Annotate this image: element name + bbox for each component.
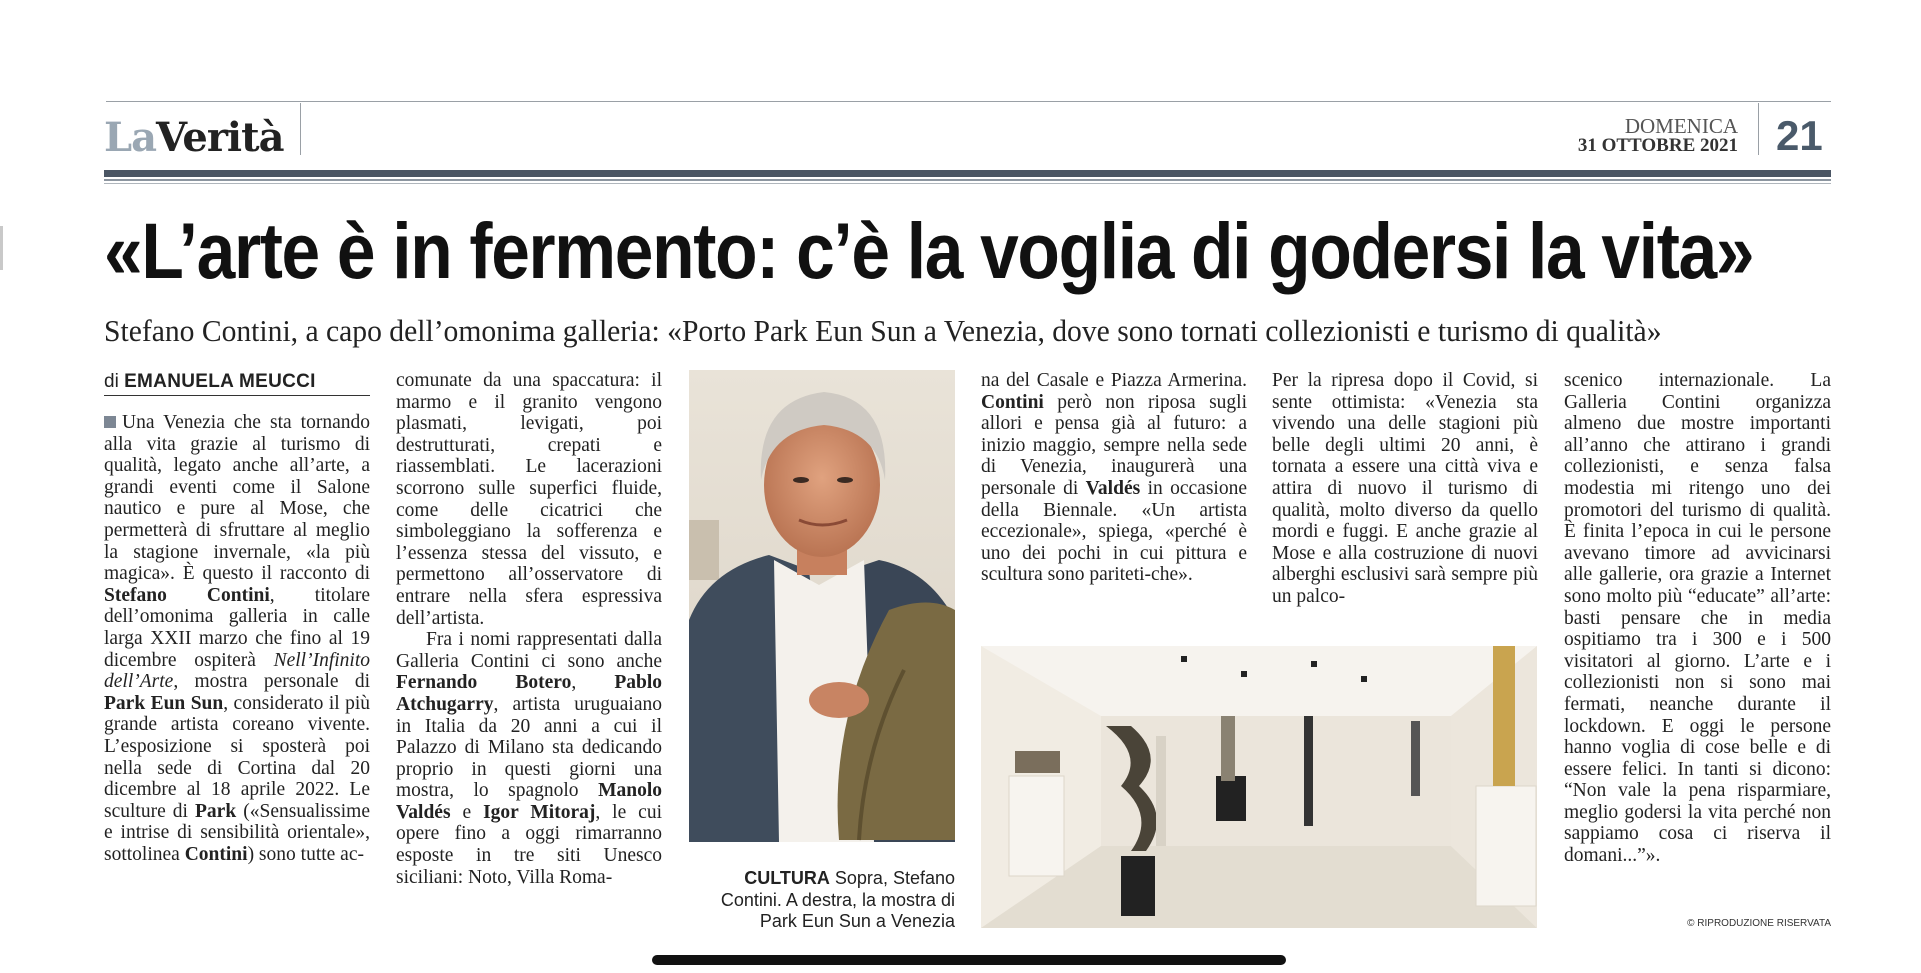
- bold-name: Contini: [981, 391, 1044, 413]
- byline: [104, 371, 370, 393]
- home-indicator-bar[interactable]: [652, 955, 1286, 965]
- article-column-3: [981, 370, 1247, 586]
- text-run: na del Casale e Piazza Armerina.: [981, 370, 1247, 391]
- article-column-5: [1564, 370, 1831, 867]
- article-paragraph: [1564, 370, 1831, 867]
- italic-title: Nell’Infinito dell’Arte: [104, 649, 370, 693]
- text-run: , mostra personale di: [173, 671, 370, 693]
- lead-square-marker: [104, 416, 116, 428]
- article-paragraph: [396, 629, 662, 888]
- day-of-week: DOMENICA: [1624, 114, 1738, 138]
- article-paragraph: [1272, 370, 1538, 608]
- masthead-band: [104, 170, 1831, 177]
- text-run: , titolare dell’omonima galleria in calle larga XXII marzo che fino al 19 dicembre ospiterà: [104, 584, 370, 671]
- bold-name: Pablo Atchugarry: [396, 672, 662, 715]
- text-run: però non riposa sugli allori e pensa già al futuro: a inizio maggio, sempre nella sede di Venezia, inaugurerà una personale di: [981, 391, 1247, 499]
- subheadline: Stefano Contini, a capo dell’omonima galleria: «Porto Park Eun Sun a Venezia, dove sono tornati collezionisti e turismo di qualità»: [104, 313, 1662, 348]
- text-run: Una Venezia che sta tornando alla vita grazie al turismo di qualità, legato anche all’arte, a grandi eventi come il Salone nautico e pure al Mose, che permetterà di sfruttare al meglio la stagione invernale, «la più magica». È questo il racconto di: [104, 412, 370, 585]
- text-run: ) sono tutte ac-: [247, 843, 364, 865]
- photo-caption: [700, 868, 955, 933]
- byline-author: EMANUELA MEUCCI: [124, 371, 316, 392]
- page-number: 21: [1776, 112, 1823, 159]
- copyright-notice: © RIPRODUZIONE RISERVATA: [1687, 918, 1831, 929]
- article-column-4: [1272, 370, 1538, 608]
- text-run: e: [450, 801, 484, 823]
- newspaper-logo: [104, 114, 284, 161]
- bold-name: Contini: [184, 843, 248, 865]
- bold-name: Manolo Valdés: [396, 780, 662, 823]
- text-run: («Sensualissime e intrise di sensibilità orientale», sottolinea: [104, 800, 370, 865]
- portrait-illustration: [689, 370, 955, 842]
- text-run: , le cui opere fino a oggi rimarranno esposte in tre siti Unesco siciliani: Noto, Villa Roma-: [396, 801, 663, 888]
- issue-date: [1500, 116, 1738, 156]
- page-number-divider: [1758, 103, 1759, 155]
- bold-name: Valdés: [1085, 477, 1141, 499]
- text-run: , considerato il più grande artista coreano vivente. L’esposizione si sposterà poi nella sede di Cortina dal 20 dicembre al 18 aprile 2022. Le sculture di: [104, 692, 370, 822]
- byline-rule: [104, 395, 370, 396]
- masthead-band-hairline: [104, 183, 1831, 184]
- text-run: comunate da una spaccatura: il marmo e il granito vengono plasmati, levigati, poi destrutturati, crepati e riassemblati. Le lacerazioni scorrono sulle superfici fluide, come delle cicatrici che simboleggiano la sofferenza e l’essenza stessa del vissuto, e permettono all’osservatore di entrare nella sfera espressiva dell’artista.: [396, 370, 662, 629]
- text-run: Per la ripresa dopo il Covid, si sente ottimista: «Venezia sta vivendo una delle stagioni più belle degli ultimi 20 anni, è tornata a essere una città viva e attira di nuovo il turismo di qualità, molto diverso da quello mordi e fuggi. E anche grazie al Mose e alla costruzione di nuovi alberghi esclusivi sarà sempre più un palco-: [1272, 370, 1538, 607]
- bold-name: Fernando Botero: [396, 672, 572, 694]
- bold-name: Park Eun Sun: [104, 692, 224, 714]
- text-run: in occasione della Biennale. «Un artista eccezionale», spiega, «perché è uno dei pochi in cui pittura e scultura sono pariteti-che».: [981, 477, 1247, 586]
- headline: «L’arte è in fermento: c’è la voglia di godersi la vita»: [104, 206, 1754, 295]
- bold-name: Igor Mitoraj: [483, 801, 596, 823]
- top-rule: [106, 101, 1831, 102]
- caption-text: Sopra, Stefano Contini. A destra, la mostra di Park Eun Sun a Venezia: [720, 868, 955, 931]
- masthead-band-thin: [104, 179, 1831, 181]
- logo-verita: Verità: [156, 114, 284, 161]
- byline-prefix: di: [104, 371, 119, 392]
- caption-label: CULTURA: [744, 868, 830, 888]
- full-date: 31 OTTOBRE 2021: [1577, 135, 1738, 156]
- article-paragraph: [396, 370, 662, 629]
- page-edge-mark: [0, 226, 3, 270]
- article-paragraph: [981, 370, 1247, 586]
- gallery-photo: [981, 646, 1537, 928]
- gallery-illustration: [981, 646, 1537, 928]
- logo-la: La: [104, 114, 157, 161]
- portrait-photo: [689, 370, 955, 842]
- article-paragraph: [104, 412, 370, 865]
- text-run: scenico internazionale. La Galleria Contini organizza almeno due mostre importanti all’anno che attirano i grandi collezionisti, e senza falsa modestia mi ritengo uno dei promotori del turismo di qualità. È finita l’epoca in cui le persone avevano timore ad avvicinarsi alle gallerie, ora grazie a Internet sono molto più “educate” all’arte: basti pensare che in media ospitiamo tra i 300 e i 500 visitatori al giorno. L’arte e i collezionisti non si sono mai fermati, neanche durante il lockdown. E oggi le persone hanno voglia di cose belle e di essere felici. In tanti si dicono: “Non vale la pena risparmiare, meglio godersi la vita perché non sappiamo cosa ci riserva il domani...”».: [1564, 370, 1831, 867]
- article-column-2: [396, 370, 662, 888]
- text-run: , artista uruguaiano in Italia da 20 anni a cui il Palazzo di Milano sta dedicando proprio in questi giorni una mostra, lo spagnolo: [396, 693, 662, 802]
- masthead-divider: [300, 103, 301, 155]
- bold-name: Park: [195, 800, 237, 822]
- bold-name: Stefano Contini: [104, 584, 270, 606]
- article-column-1: [104, 412, 370, 865]
- text-run: Fra i nomi rappresentati dalla Galleria Contini ci sono anche: [396, 629, 662, 672]
- text-run: ,: [571, 672, 615, 694]
